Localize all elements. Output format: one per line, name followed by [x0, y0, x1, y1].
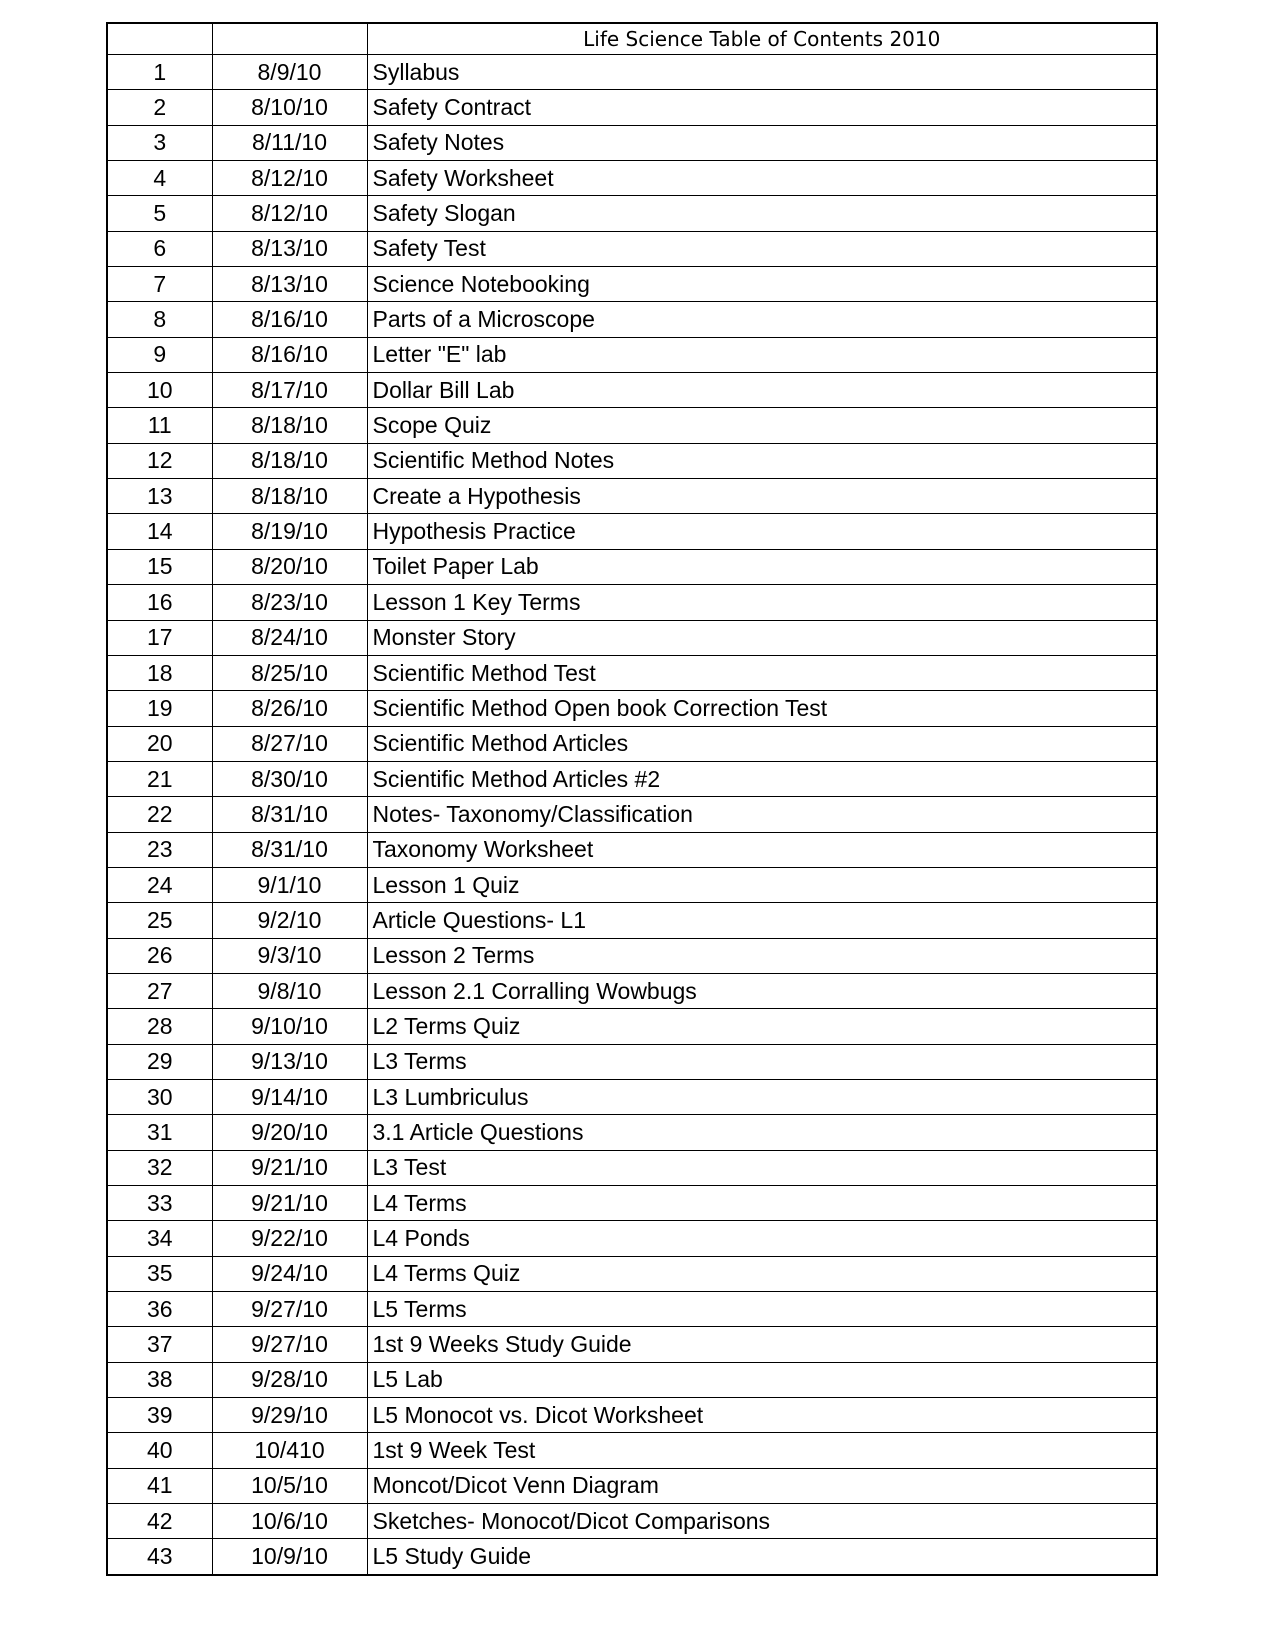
- entry-number: 17: [107, 620, 212, 655]
- entry-title: L3 Lumbriculus: [367, 1079, 1157, 1114]
- entry-title: L5 Terms: [367, 1292, 1157, 1327]
- entry-date: 9/14/10: [212, 1079, 367, 1114]
- table-row: [107, 161, 1157, 196]
- entry-title: Scientific Method Open book Correction Test: [367, 691, 1157, 726]
- entry-number: 23: [107, 832, 212, 867]
- table-row: [107, 1186, 1157, 1221]
- table-row: [107, 832, 1157, 867]
- entry-date: 9/1/10: [212, 867, 367, 902]
- entry-title: Notes- Taxonomy/Classification: [367, 797, 1157, 832]
- entry-date: 9/10/10: [212, 1009, 367, 1044]
- entry-date: 8/16/10: [212, 302, 367, 337]
- entry-date: 8/16/10: [212, 337, 367, 372]
- table-row: [107, 90, 1157, 125]
- entry-title: Lesson 1 Quiz: [367, 867, 1157, 902]
- entry-number: 5: [107, 196, 212, 231]
- entry-number: 26: [107, 938, 212, 973]
- entry-title: Safety Worksheet: [367, 161, 1157, 196]
- table-row: [107, 797, 1157, 832]
- entry-date: 8/10/10: [212, 90, 367, 125]
- entry-title: Safety Test: [367, 231, 1157, 266]
- entry-date: 10/6/10: [212, 1504, 367, 1539]
- entry-title: L4 Terms Quiz: [367, 1256, 1157, 1291]
- entry-date: 9/22/10: [212, 1221, 367, 1256]
- entry-number: 18: [107, 655, 212, 690]
- header-num-cell: [107, 23, 212, 55]
- entry-date: 8/27/10: [212, 726, 367, 761]
- entry-number: 41: [107, 1468, 212, 1503]
- entry-title: Scientific Method Articles #2: [367, 761, 1157, 796]
- table-row: [107, 903, 1157, 938]
- entry-date: 8/20/10: [212, 549, 367, 584]
- table-row: [107, 620, 1157, 655]
- table-title: Life Science Table of Contents 2010: [367, 23, 1157, 55]
- entry-number: 30: [107, 1079, 212, 1114]
- entry-number: 6: [107, 231, 212, 266]
- table-row: [107, 514, 1157, 549]
- entry-title: Safety Slogan: [367, 196, 1157, 231]
- entry-title: Lesson 2.1 Corralling Wowbugs: [367, 973, 1157, 1008]
- entry-title: L5 Study Guide: [367, 1539, 1157, 1575]
- entry-number: 42: [107, 1504, 212, 1539]
- table-row: [107, 1079, 1157, 1114]
- entry-number: 4: [107, 161, 212, 196]
- table-row: [107, 1433, 1157, 1468]
- entry-number: 22: [107, 797, 212, 832]
- header-date-cell: [212, 23, 367, 55]
- entry-title: L3 Test: [367, 1150, 1157, 1185]
- entry-number: 39: [107, 1398, 212, 1433]
- entry-title: L4 Terms: [367, 1186, 1157, 1221]
- table-row: [107, 196, 1157, 231]
- entry-title: L3 Terms: [367, 1044, 1157, 1079]
- table-row: [107, 125, 1157, 160]
- table-row: [107, 867, 1157, 902]
- table-row: [107, 1398, 1157, 1433]
- table-row: [107, 1504, 1157, 1539]
- entry-number: 21: [107, 761, 212, 796]
- table-row: [107, 938, 1157, 973]
- entry-date: 8/9/10: [212, 55, 367, 90]
- entry-number: 43: [107, 1539, 212, 1575]
- entry-number: 35: [107, 1256, 212, 1291]
- table-row: [107, 302, 1157, 337]
- entry-title: Science Notebooking: [367, 267, 1157, 302]
- entry-date: 9/2/10: [212, 903, 367, 938]
- entry-date: 10/9/10: [212, 1539, 367, 1575]
- table-row: [107, 408, 1157, 443]
- table-row: [107, 1468, 1157, 1503]
- entry-date: 8/26/10: [212, 691, 367, 726]
- entry-number: 12: [107, 443, 212, 478]
- entry-date: 8/31/10: [212, 832, 367, 867]
- entry-number: 34: [107, 1221, 212, 1256]
- table-row: [107, 1292, 1157, 1327]
- entry-date: 9/21/10: [212, 1186, 367, 1221]
- entry-title: Monster Story: [367, 620, 1157, 655]
- entry-number: 32: [107, 1150, 212, 1185]
- table-body: [107, 23, 1157, 1575]
- entry-title: Dollar Bill Lab: [367, 373, 1157, 408]
- entry-title: L5 Lab: [367, 1362, 1157, 1397]
- entry-number: 14: [107, 514, 212, 549]
- entry-number: 28: [107, 1009, 212, 1044]
- entry-number: 1: [107, 55, 212, 90]
- entry-title: 1st 9 Weeks Study Guide: [367, 1327, 1157, 1362]
- entry-date: 8/12/10: [212, 196, 367, 231]
- entry-date: 8/31/10: [212, 797, 367, 832]
- table-row: [107, 1539, 1157, 1575]
- entry-number: 7: [107, 267, 212, 302]
- entry-date: 8/13/10: [212, 231, 367, 266]
- table-row: [107, 726, 1157, 761]
- table-row: [107, 761, 1157, 796]
- table-row: [107, 1044, 1157, 1079]
- entry-title: Lesson 1 Key Terms: [367, 585, 1157, 620]
- entry-date: 9/24/10: [212, 1256, 367, 1291]
- entry-title: Toilet Paper Lab: [367, 549, 1157, 584]
- entry-number: 11: [107, 408, 212, 443]
- entry-number: 10: [107, 373, 212, 408]
- entry-date: 8/17/10: [212, 373, 367, 408]
- entry-number: 9: [107, 337, 212, 372]
- table-row: [107, 231, 1157, 266]
- entry-date: 8/25/10: [212, 655, 367, 690]
- table-row: [107, 1221, 1157, 1256]
- entry-date: 10/5/10: [212, 1468, 367, 1503]
- entry-date: 9/27/10: [212, 1292, 367, 1327]
- entry-date: 8/24/10: [212, 620, 367, 655]
- entry-title: L4 Ponds: [367, 1221, 1157, 1256]
- entry-title: L5 Monocot vs. Dicot Worksheet: [367, 1398, 1157, 1433]
- entry-title: Sketches- Monocot/Dicot Comparisons: [367, 1504, 1157, 1539]
- table-row: [107, 549, 1157, 584]
- table-row: [107, 1256, 1157, 1291]
- entry-title: Taxonomy Worksheet: [367, 832, 1157, 867]
- entry-number: 36: [107, 1292, 212, 1327]
- entry-date: 8/18/10: [212, 443, 367, 478]
- entry-date: 8/23/10: [212, 585, 367, 620]
- entry-title: Create a Hypothesis: [367, 479, 1157, 514]
- entry-date: 9/3/10: [212, 938, 367, 973]
- table-row: [107, 1150, 1157, 1185]
- entry-date: 9/27/10: [212, 1327, 367, 1362]
- table-row: [107, 1362, 1157, 1397]
- entry-number: 20: [107, 726, 212, 761]
- entry-date: 8/30/10: [212, 761, 367, 796]
- entry-number: 37: [107, 1327, 212, 1362]
- entry-title: Scientific Method Notes: [367, 443, 1157, 478]
- entry-date: 9/20/10: [212, 1115, 367, 1150]
- entry-number: 40: [107, 1433, 212, 1468]
- entry-number: 8: [107, 302, 212, 337]
- table-row: [107, 337, 1157, 372]
- entry-title: 3.1 Article Questions: [367, 1115, 1157, 1150]
- entry-date: 9/21/10: [212, 1150, 367, 1185]
- entry-number: 3: [107, 125, 212, 160]
- table-row: [107, 373, 1157, 408]
- entry-title: Safety Contract: [367, 90, 1157, 125]
- entry-date: 9/28/10: [212, 1362, 367, 1397]
- entry-number: 33: [107, 1186, 212, 1221]
- table-of-contents: [106, 22, 1158, 1576]
- title-row: [107, 23, 1157, 55]
- table-row: [107, 691, 1157, 726]
- entry-number: 16: [107, 585, 212, 620]
- entry-title: Scope Quiz: [367, 408, 1157, 443]
- entry-number: 38: [107, 1362, 212, 1397]
- table-row: [107, 479, 1157, 514]
- entry-number: 31: [107, 1115, 212, 1150]
- entry-date: 10/410: [212, 1433, 367, 1468]
- entry-title: Safety Notes: [367, 125, 1157, 160]
- entry-date: 9/13/10: [212, 1044, 367, 1079]
- entry-date: 8/12/10: [212, 161, 367, 196]
- table-row: [107, 655, 1157, 690]
- table-row: [107, 1115, 1157, 1150]
- entry-title: Lesson 2 Terms: [367, 938, 1157, 973]
- entry-date: 8/18/10: [212, 408, 367, 443]
- table-row: [107, 973, 1157, 1008]
- entry-title: Scientific Method Articles: [367, 726, 1157, 761]
- entry-date: 8/18/10: [212, 479, 367, 514]
- entry-number: 19: [107, 691, 212, 726]
- entry-title: Scientific Method Test: [367, 655, 1157, 690]
- entry-title: Syllabus: [367, 55, 1157, 90]
- entry-title: L2 Terms Quiz: [367, 1009, 1157, 1044]
- entry-date: 8/19/10: [212, 514, 367, 549]
- entry-number: 25: [107, 903, 212, 938]
- entry-number: 13: [107, 479, 212, 514]
- entry-title: Hypothesis Practice: [367, 514, 1157, 549]
- entry-date: 8/11/10: [212, 125, 367, 160]
- table-row: [107, 267, 1157, 302]
- table-row: [107, 1327, 1157, 1362]
- entry-number: 2: [107, 90, 212, 125]
- entry-title: Parts of a Microscope: [367, 302, 1157, 337]
- entry-title: Moncot/Dicot Venn Diagram: [367, 1468, 1157, 1503]
- table-row: [107, 55, 1157, 90]
- entry-title: Article Questions- L1: [367, 903, 1157, 938]
- table-row: [107, 443, 1157, 478]
- entry-title: 1st 9 Week Test: [367, 1433, 1157, 1468]
- entry-number: 24: [107, 867, 212, 902]
- entry-number: 27: [107, 973, 212, 1008]
- entry-title: Letter "E" lab: [367, 337, 1157, 372]
- table-row: [107, 585, 1157, 620]
- entry-date: 8/13/10: [212, 267, 367, 302]
- entry-date: 9/8/10: [212, 973, 367, 1008]
- table-row: [107, 1009, 1157, 1044]
- entry-number: 29: [107, 1044, 212, 1079]
- entry-date: 9/29/10: [212, 1398, 367, 1433]
- entry-number: 15: [107, 549, 212, 584]
